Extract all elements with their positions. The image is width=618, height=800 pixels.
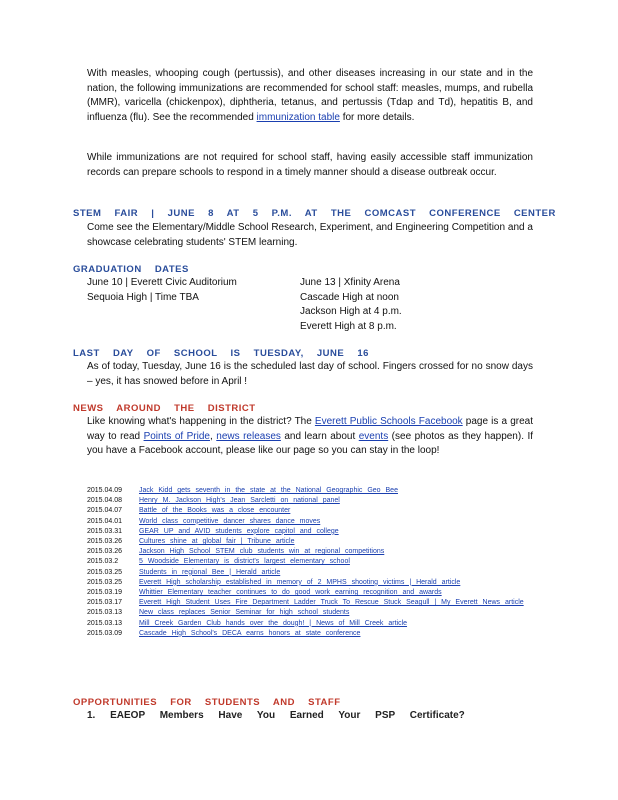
measles-text-end: for more details.	[339, 111, 415, 123]
opportunities-heading: OPPORTUNITIES FOR STUDENTS AND STAFF	[73, 697, 341, 708]
graduation-right-line-1: June 13 | Xfinity Arena	[300, 277, 400, 288]
news-item-link[interactable]: Battle of the Books was a close encounter	[139, 507, 291, 515]
news-item-link[interactable]: Mill Creek Garden Club hands over the dough! | News of Mill Creek article	[139, 619, 408, 627]
news-item-date: 2015.03.26	[87, 548, 123, 556]
news-item-date: 2015.03.25	[87, 578, 123, 586]
news-item-link[interactable]: Everett High Student Uses Fire Department Ladder Truck To Rescue Stuck Seagull | My Everett News article	[139, 599, 524, 607]
news-item-link[interactable]: 5 Woodside Elementary is district's largest elementary school	[139, 558, 350, 566]
news-intro-text-4: and learn about	[280, 430, 359, 442]
immunization-table-link[interactable]: immunization table	[256, 111, 340, 123]
news-intro	[87, 415, 533, 459]
graduation-left	[87, 276, 237, 305]
news-item-date: 2015.03.19	[87, 589, 123, 597]
graduation-left-line-1: June 10 | Everett Civic Auditorium	[87, 277, 237, 288]
news-item-date: 2015.03.25	[87, 568, 123, 576]
news-item-link[interactable]: World class competitive dancer shares dance moves	[139, 517, 321, 525]
news-item	[87, 527, 537, 537]
news-item	[87, 486, 537, 496]
news-item-date: 2015.03.26	[87, 538, 123, 546]
opportunities-item-1: 1. EAEOP Members Have You Earned Your PSP Certificate?	[87, 710, 465, 721]
measles-paragraph	[87, 67, 533, 125]
news-item-date: 2015.03.17	[87, 599, 123, 607]
news-intro-text-2: page is a great way to read	[87, 416, 533, 442]
news-item	[87, 547, 537, 557]
news-item	[87, 598, 537, 608]
news-item-link[interactable]: Whittier Elementary teacher continues to do good work earning recognition and awards	[139, 589, 442, 597]
immunization-note: While immunizations are not required for school staff, having easily accessible staff immunization records can prepare schools to respond in a timely manner should a disease outbreak occur.	[87, 152, 533, 178]
news-item-date: 2015.03.31	[87, 527, 123, 535]
graduation-left-line-2: Sequoia High | Time TBA	[87, 291, 199, 303]
graduation-heading: GRADUATION DATES	[73, 264, 189, 275]
news-intro-text-1: Like knowing what's happening in the district? The	[87, 416, 315, 427]
events-link[interactable]: events	[358, 430, 389, 442]
news-item	[87, 588, 537, 598]
news-item-link[interactable]: Jack Kidd gets seventh in the state at the National Geographic Geo Bee	[139, 487, 398, 494]
stem-fair-heading: STEM FAIR | JUNE 8 AT 5 P.M. AT THE COMCAST CONFERENCE CENTER	[73, 208, 556, 219]
graduation-right-line-4: Everett High at 8 p.m.	[300, 320, 397, 332]
news-item	[87, 557, 537, 567]
stem-fair-body: Come see the Elementary/Middle School Research, Experiment, and Engineering Competition and a showcase celebrating students' STEM learning.	[87, 222, 533, 248]
graduation-right	[300, 276, 402, 334]
news-item	[87, 517, 537, 527]
news-item	[87, 578, 537, 588]
news-item-date: 2015.03.13	[87, 609, 123, 617]
news-item-date: 2015.03.09	[87, 629, 123, 637]
news-item-date: 2015.04.07	[87, 507, 123, 515]
news-item-date: 2015.03.13	[87, 619, 123, 627]
news-item-link[interactable]: New class replaces Senior Seminar for high school students	[139, 609, 350, 617]
graduation-right-line-3: Jackson High at 4 p.m.	[300, 306, 402, 317]
news-item	[87, 568, 537, 578]
news-item	[87, 506, 537, 516]
news-item	[87, 608, 537, 618]
news-releases-link[interactable]: news releases	[216, 430, 281, 442]
news-list	[87, 486, 537, 639]
news-heading: NEWS AROUND THE DISTRICT	[73, 403, 256, 414]
news-item-date: 2015.03.2	[87, 558, 119, 566]
news-item	[87, 629, 537, 639]
news-item-link[interactable]: GEAR UP and AVID students explore capitol and college	[139, 527, 339, 535]
news-item-link[interactable]: Jackson High School STEM club students win at regional competitions	[139, 548, 385, 556]
news-item	[87, 619, 537, 629]
news-intro-text-3: ,	[210, 430, 217, 442]
news-item-link[interactable]: Everett High scholarship established in memory of 2 MPHS shooting victims | Herald article	[139, 578, 461, 586]
points-of-pride-link[interactable]: Points of Pride	[143, 430, 210, 442]
news-item-date: 2015.04.09	[87, 487, 123, 494]
facebook-link[interactable]: Everett Public Schools Facebook	[314, 416, 463, 427]
last-day-body: As of today, Tuesday, June 16 is the scheduled last day of school. Fingers crossed for no snow days – yes, it has snowed before in April !	[87, 361, 533, 387]
graduation-right-line-2: Cascade High at noon	[300, 291, 399, 303]
news-item-link[interactable]: Henry M. Jackson High's Jean Sarcletti on national panel	[139, 497, 340, 505]
news-item-link[interactable]: Cascade High School's DECA earns honors at state conference	[139, 629, 361, 637]
news-item-link[interactable]: Students in regional Bee | Herald article	[139, 568, 281, 576]
news-item	[87, 496, 537, 506]
news-item-date: 2015.04.01	[87, 517, 123, 525]
measles-text: With measles, whooping cough (pertussis), and other diseases increasing in our state and in the nation, the following immunizations are recommended for school staff: measles, mumps, and rubella (MMR), varicella (chickenpox), diphtheria, tetanus, and pertussis (Tdap and Td), hepatitis B, and influenza (flu). See the recommended	[87, 68, 533, 123]
news-item	[87, 537, 537, 547]
news-item-link[interactable]: Cultures shine at global fair | Tribune article	[139, 538, 295, 546]
news-item-date: 2015.04.08	[87, 497, 123, 505]
last-day-heading: LAST DAY OF SCHOOL IS TUESDAY, JUNE 16	[73, 348, 369, 359]
news-intro-text-5: (see photos as they happen). If you have a Facebook account, please like our page so you can stay in the loop!	[87, 430, 534, 456]
